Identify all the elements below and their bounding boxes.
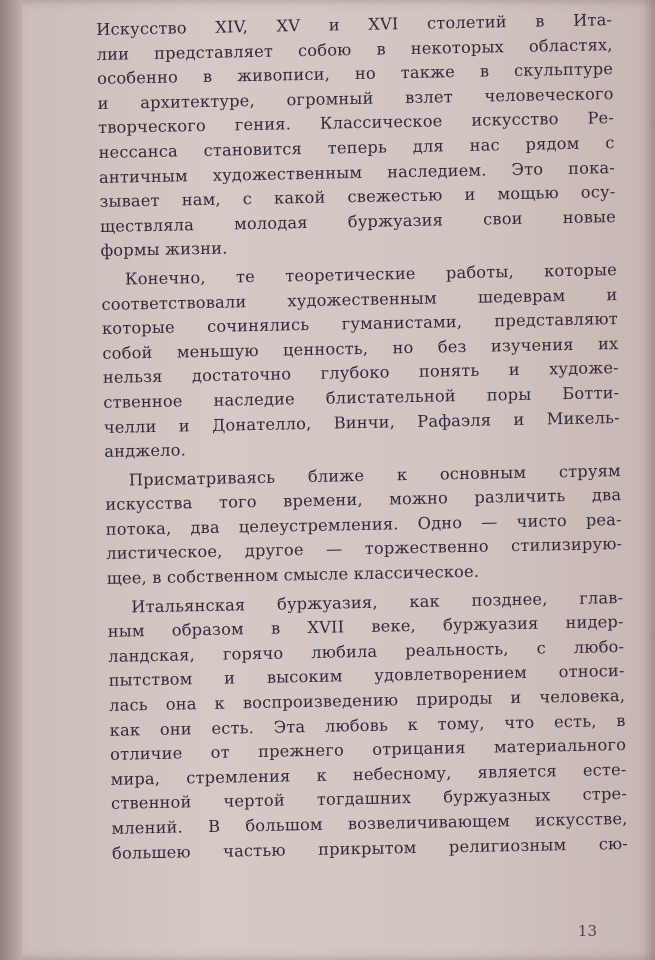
text-line: античным художественным наследием. Это пока- [98, 157, 616, 187]
text-line: особенно в живописи, но также в скульптуре [96, 59, 614, 89]
text-line: мира, стремления к небесному, является есте- [110, 759, 627, 789]
text-line: челли и Донателло, Винчи, Рафаэля и Микель- [103, 407, 620, 437]
text-line: которые сочинялись гуманистами, представляют [101, 309, 619, 339]
text-line: ным образом в XVII веке, буржуазия нидер- [107, 612, 624, 642]
text-line: ландская, горячо любила реальность, с любо- [108, 636, 625, 666]
text-line: собой меньшую ценность, но без изучения их [102, 333, 619, 363]
text-line: ственной чертой тогдашних буржуазных стре- [110, 784, 628, 814]
paragraph-2 [101, 258, 621, 465]
text-line: пытством и высоким удовлетворением относи- [108, 661, 625, 691]
text-line: соответствовали художественным шедеврам и [101, 284, 618, 314]
text-line: ственное наследие блистательной поры Ботти- [103, 382, 620, 412]
text-line: и архитектуре, огромный взлет человеческого [97, 83, 614, 113]
text-line: потока, два целеустремления. Одно — чисто реа- [105, 509, 622, 539]
text-line: листическое, другое — торжественно стилизирую- [106, 534, 623, 564]
text-line: зывает нам, с какой свежестью и мощью осу- [99, 182, 616, 212]
text-line: Итальянская буржуазия, как позднее, глав- [131, 587, 624, 617]
book-page [22, 0, 655, 960]
text-line: анджело. [104, 440, 187, 462]
text-line: искусства того времени, можно различить два [105, 485, 622, 515]
text-line: как они есть. Эта любовь к тому, что есть, в [109, 710, 626, 740]
text-line: творческого гения. Классическое искусство Ре- [97, 108, 615, 138]
text-line: ществляла молодая буржуазия свои новые [99, 206, 617, 236]
text-line: млений. В большом возвеличивающем искусстве, [111, 808, 628, 838]
paragraph-1 [96, 8, 617, 264]
text-line: большею частью прикрытом религиозным сю- [111, 833, 629, 863]
text-line: нельзя достаточно глубоко понять и художе- [102, 358, 619, 388]
page-number: 13 [577, 922, 597, 940]
paragraph-4 [107, 586, 628, 866]
text-line: лии представляет собою в некоторых областях, [96, 34, 613, 64]
text-line: формы жизни. [100, 238, 228, 261]
paragraph-3 [105, 459, 623, 592]
text-line: Присматриваясь ближе к основным струям [128, 460, 621, 490]
text-line: лась она к воспроизведению природы и человека, [109, 686, 626, 715]
text-line: нессанса становится теперь для нас рядом с [98, 133, 615, 162]
page-text [96, 8, 628, 870]
text-line: отличие от прежнего отрицания материального [109, 735, 627, 765]
text-line: щее, в собственном смысле классическое. [106, 561, 480, 588]
text-line: Искусство XIV, XV и XVI столетий в Ита- [96, 10, 613, 39]
text-line: Конечно, те теоретические работы, которые [124, 259, 618, 289]
